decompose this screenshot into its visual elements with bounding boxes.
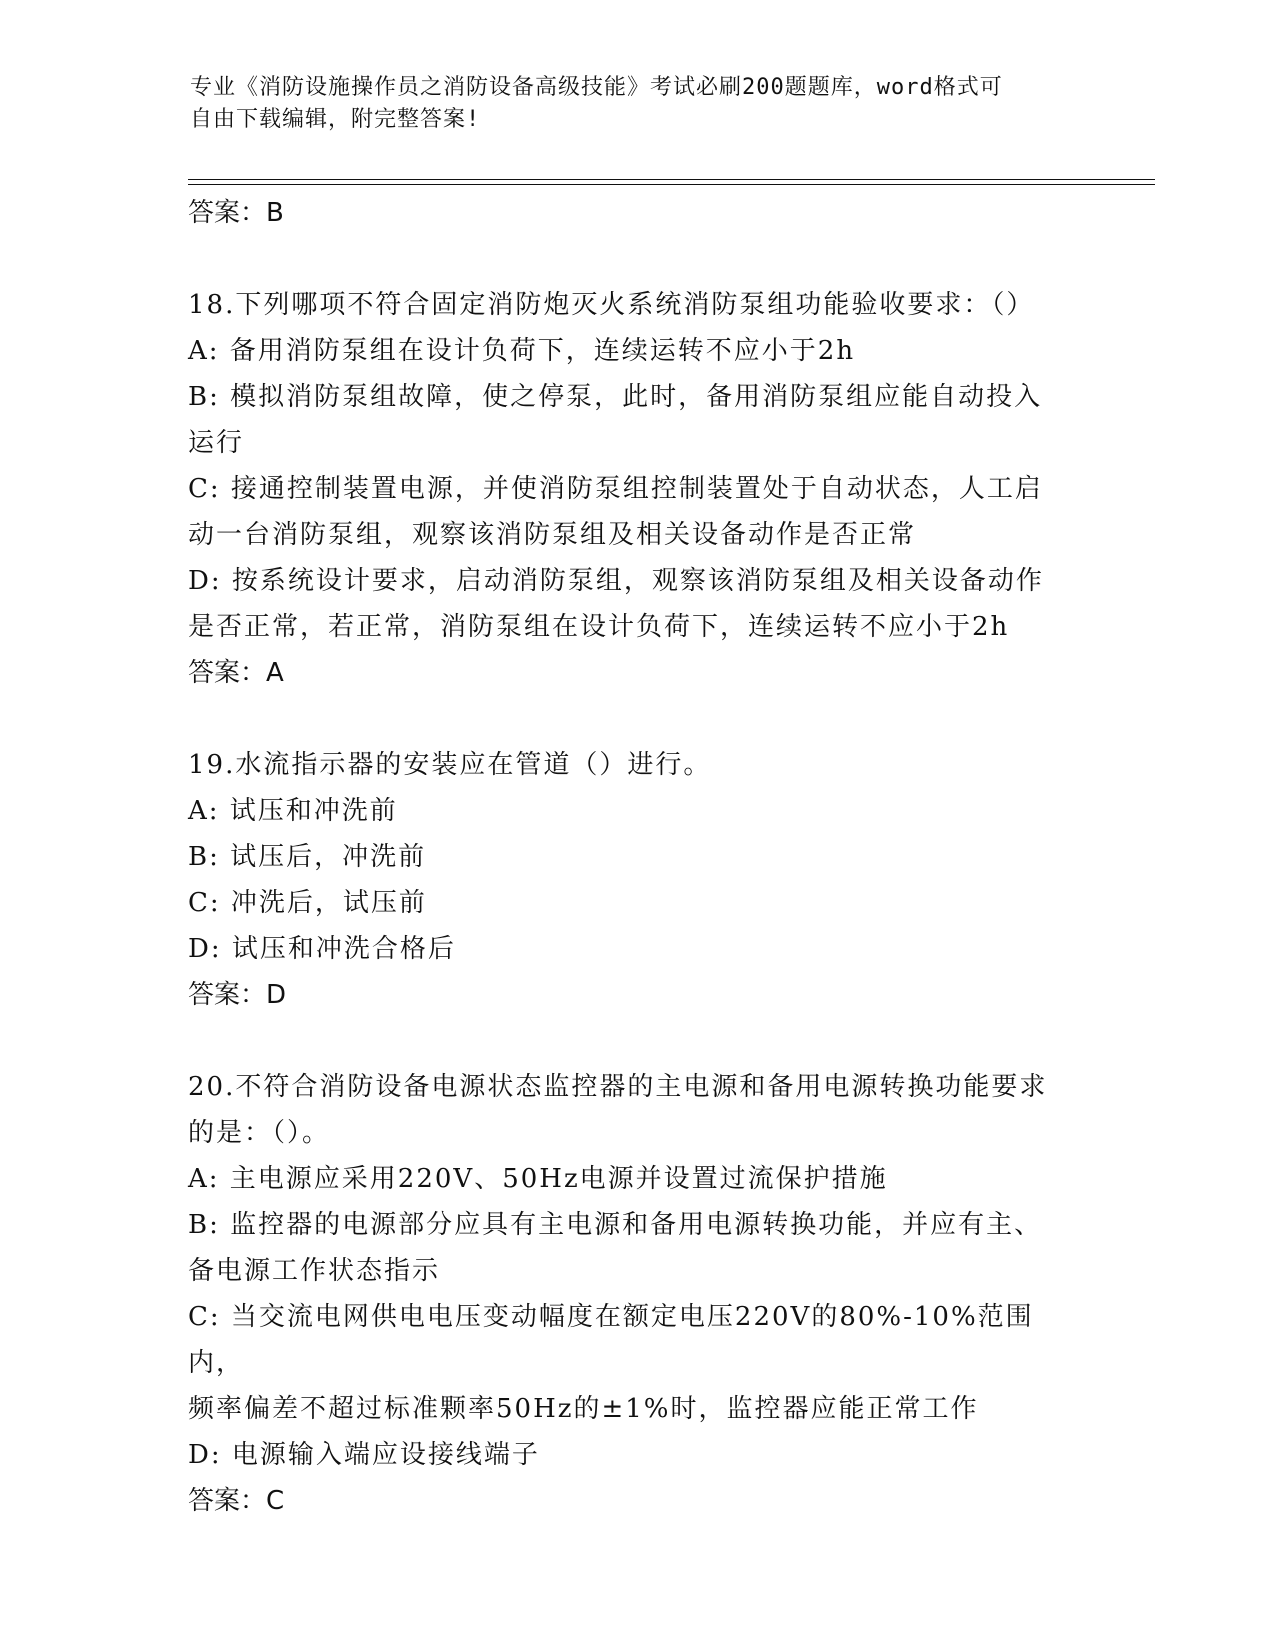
document-body [188,190,1078,1524]
option-b-cont: 运行 [188,428,245,458]
option-c: C: 当交流电网供电电压变动幅度在额定电压220V的80%-10%范围内， [188,1302,1034,1378]
answer: 答案：C [188,1486,285,1516]
question-18 [188,282,1078,696]
option-b: B: 试压后，冲洗前 [188,842,427,872]
document-header [190,72,1090,136]
option-d: D: 电源输入端应设接线端子 [188,1440,540,1470]
spacer [188,696,1078,742]
option-c: C: 冲洗后，试压前 [188,888,427,918]
question-20 [188,1064,1078,1524]
header-line-2: 自由下载编辑，附完整答案! [190,107,481,132]
question-stem-cont: 的是：（）。 [188,1118,331,1148]
option-a: A: 主电源应采用220V、50Hz电源并设置过流保护措施 [188,1164,888,1194]
option-a: A: 试压和冲洗前 [188,796,398,826]
question-stem: 19.水流指示器的安装应在管道（）进行。 [188,750,712,780]
option-b: B: 监控器的电源部分应具有主电源和备用电源转换功能，并应有主、 [188,1210,1043,1240]
answer: 答案：D [188,980,287,1010]
option-b-cont: 备电源工作状态指示 [188,1256,441,1286]
option-c-cont: 动一台消防泵组，观察该消防泵组及相关设备动作是否正常 [188,520,917,550]
header-divider-bottom [188,184,1155,185]
spacer [188,1018,1078,1064]
spacer [188,236,1078,282]
option-d-cont: 是否正常，若正常，消防泵组在设计负荷下，连续运转不应小于2h [188,612,1010,642]
option-d: D: 试压和冲洗合格后 [188,934,456,964]
header-divider-top [188,179,1155,180]
option-a: A: 备用消防泵组在设计负荷下，连续运转不应小于2h [188,336,856,366]
option-b: B: 模拟消防泵组故障，使之停泵，此时，备用消防泵组应能自动投入 [188,382,1043,412]
option-c: C: 接通控制装置电源，并使消防泵组控制装置处于自动状态，人工启 [188,474,1043,504]
option-d: D: 按系统设计要求，启动消防泵组，观察该消防泵组及相关设备动作 [188,566,1044,596]
question-19 [188,742,1078,1018]
answer: 答案：A [188,658,284,688]
option-c-cont: 频率偏差不超过标准颗率50Hz的±1%时，监控器应能正常工作 [188,1394,979,1424]
answer-previous: 答案：B [188,198,284,228]
question-stem: 18.下列哪项不符合固定消防炮灭火系统消防泵组功能验收要求：（） [188,290,1035,320]
question-stem: 20.不符合消防设备电源状态监控器的主电源和备用电源转换功能要求 [188,1072,1048,1102]
header-line-1: 专业《消防设施操作员之消防设备高级技能》考试必刷200题题库，word格式可 [190,75,1003,100]
